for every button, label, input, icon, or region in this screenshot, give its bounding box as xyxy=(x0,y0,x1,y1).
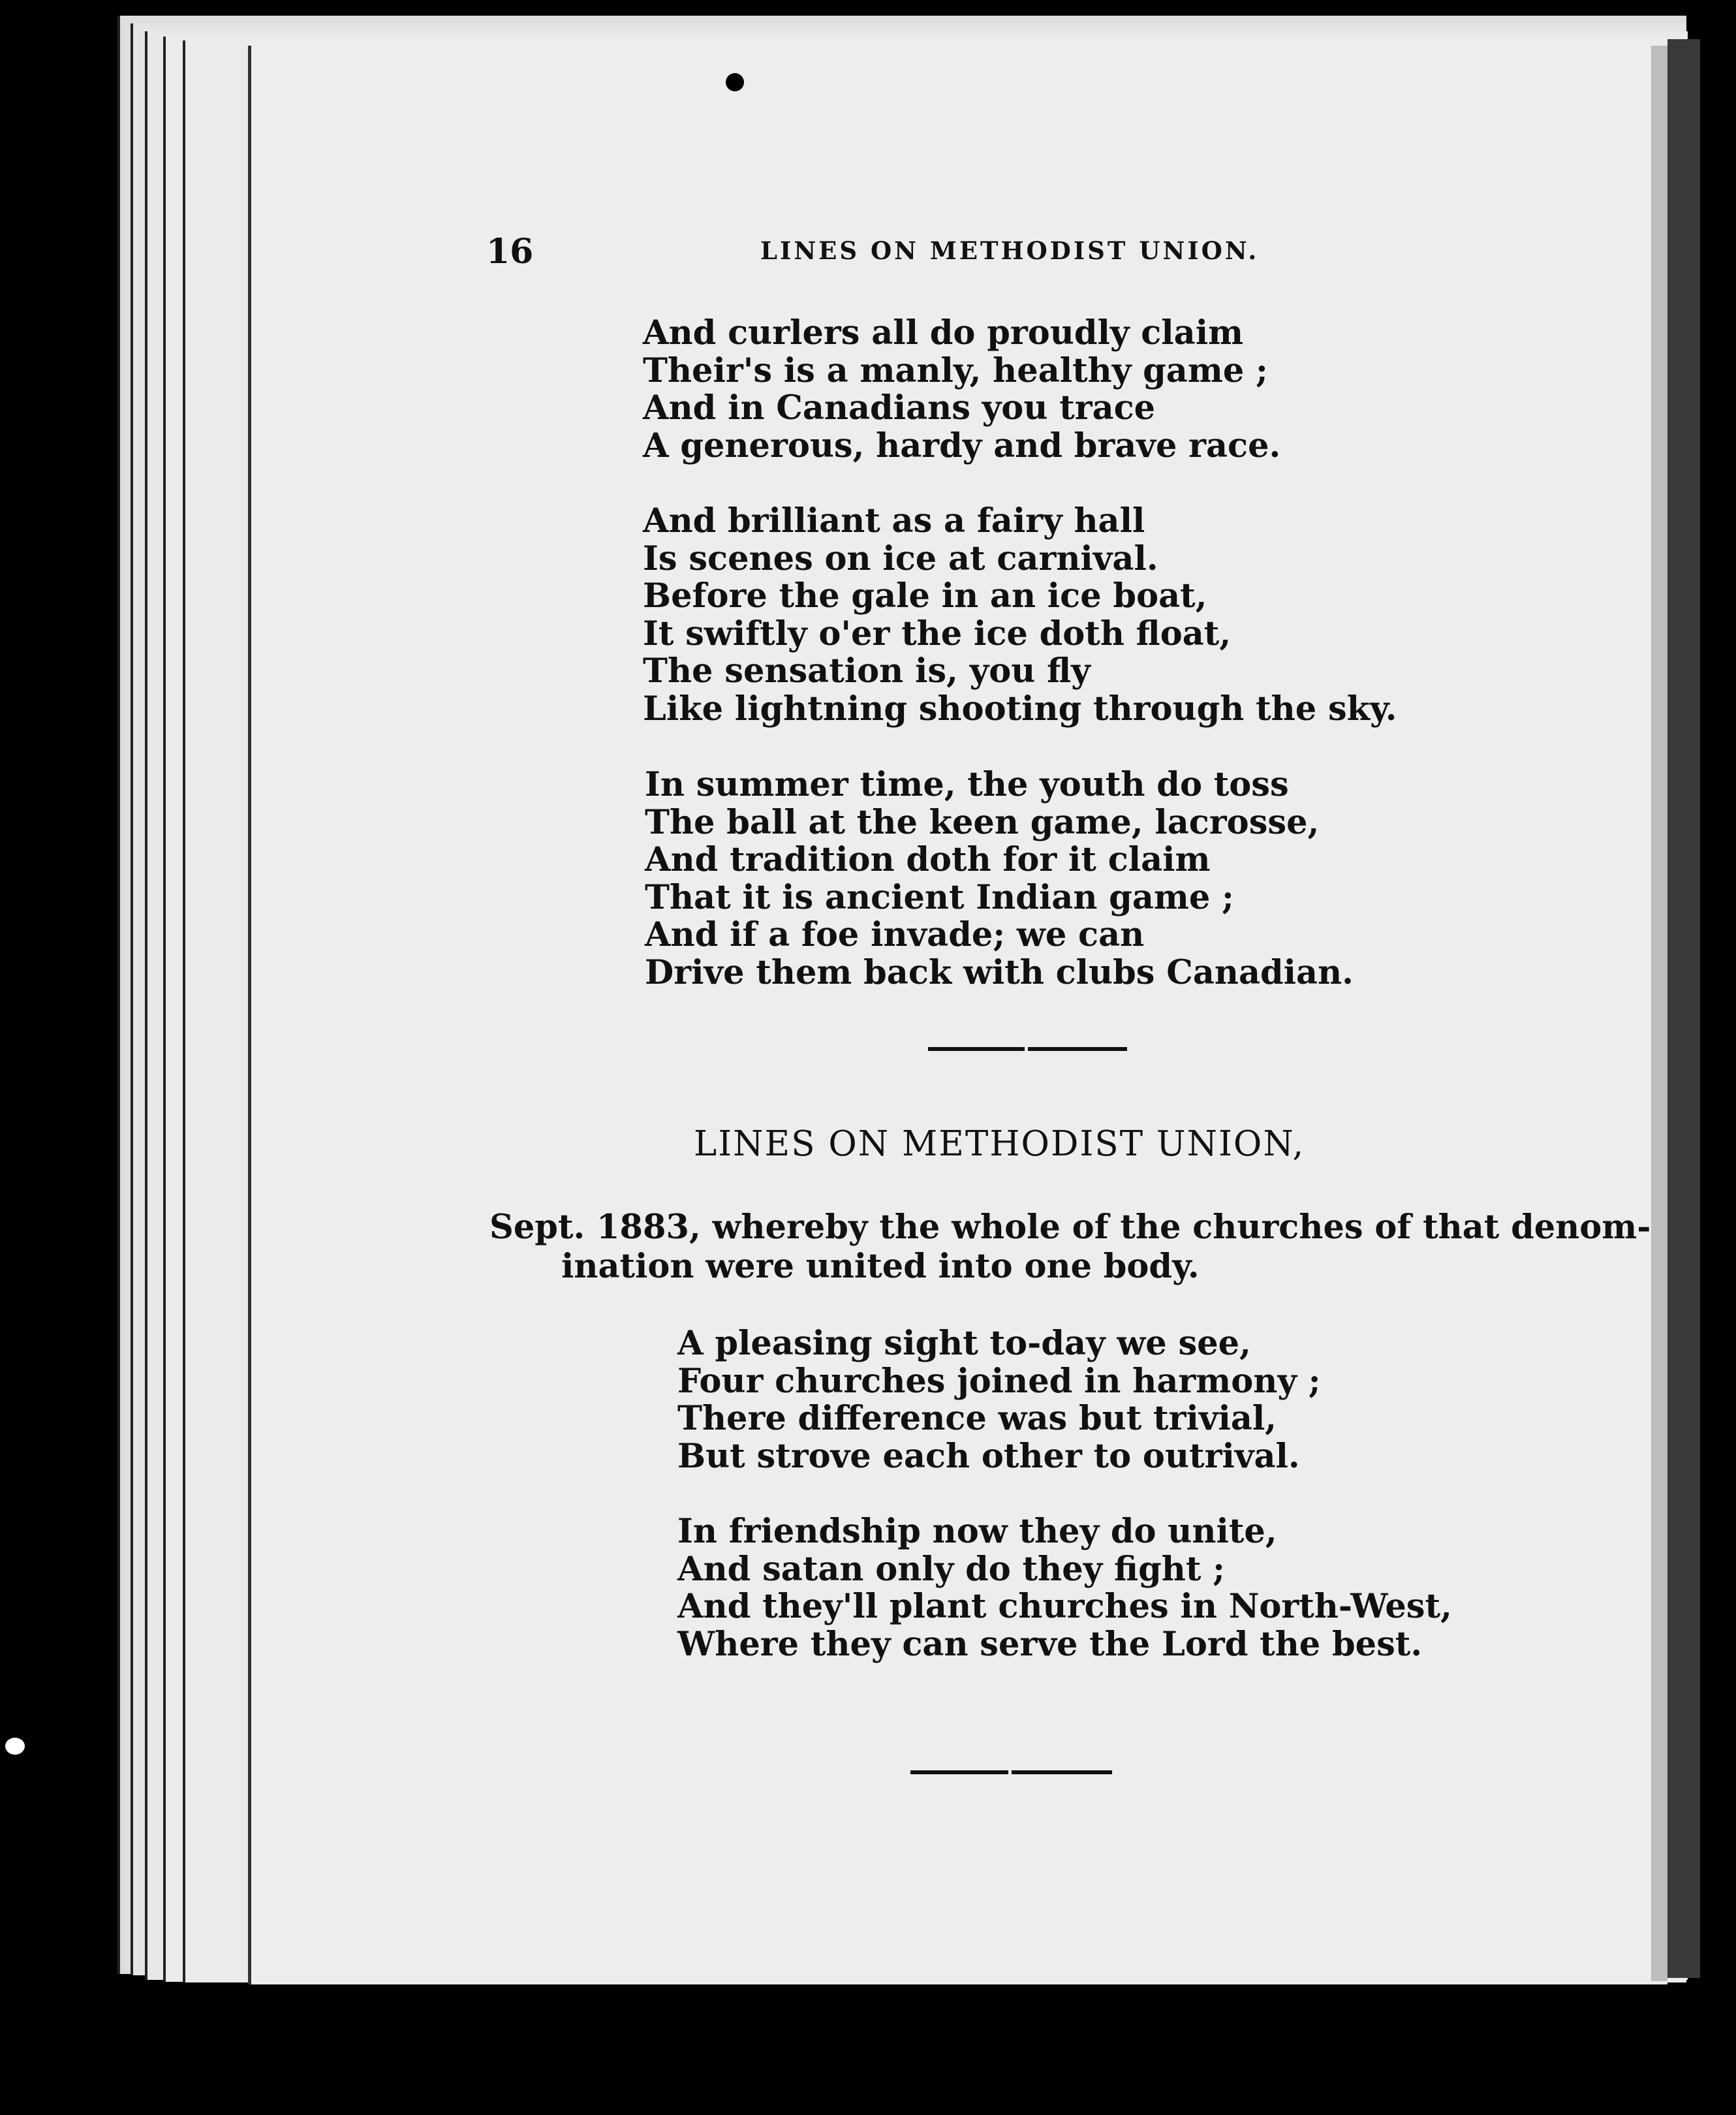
end-divider xyxy=(910,1770,1008,1774)
poem-line: Their's is a manly, healthy game ; xyxy=(643,351,1268,390)
stanza xyxy=(677,1513,1452,1663)
poem-line: And in Canadians you trace xyxy=(643,388,1156,428)
end-divider xyxy=(1012,1770,1112,1774)
poem-line: And satan only do they fight ; xyxy=(677,1549,1225,1589)
running-head: LINES ON METHODIST UNION. xyxy=(760,236,1260,265)
poem-line: Drive them back with clubs Canadian. xyxy=(645,952,1354,992)
poem-line: In summer time, the youth do toss xyxy=(645,765,1289,804)
section-title: LINES ON METHODIST UNION, xyxy=(694,1124,1305,1164)
poem-line: And tradition doth for it claim xyxy=(645,840,1211,879)
poem-line: Four churches joined in harmony ; xyxy=(677,1361,1321,1401)
book-spine xyxy=(1667,39,1700,1978)
poem-line: And if a foe invade; we can xyxy=(645,915,1145,954)
poem-line: A generous, hardy and brave race. xyxy=(643,426,1281,465)
poem-line: Is scenes on ice at carnival. xyxy=(643,539,1158,578)
poem-line: In friendship now they do unite, xyxy=(677,1512,1277,1551)
poem-line: And curlers all do proudly claim xyxy=(643,313,1244,352)
poem-line: And they'll plant churches in North-West, xyxy=(677,1587,1452,1626)
stanza xyxy=(643,503,1397,728)
poem-line: The sensation is, you fly xyxy=(643,651,1091,691)
section-divider xyxy=(928,1047,1025,1051)
section-intro: ination were united into one body. xyxy=(561,1247,1200,1286)
poem-line: A pleasing sight to-day we see, xyxy=(677,1324,1251,1363)
stanza xyxy=(643,315,1280,465)
poem-line: It swiftly o'er the ice doth float, xyxy=(643,614,1232,653)
poem-line: And brilliant as a fairy hall xyxy=(643,501,1145,540)
poem-line: Before the gale in an ice boat, xyxy=(643,576,1207,616)
page-gutter xyxy=(1651,46,1667,1981)
stanza xyxy=(677,1325,1321,1475)
section-divider xyxy=(1028,1047,1127,1051)
poem-line: Like lightning shooting through the sky. xyxy=(643,689,1397,728)
poem-line: There difference was but trivial, xyxy=(677,1399,1277,1438)
ink-spot xyxy=(726,73,744,91)
poem-line: That it is ancient Indian game ; xyxy=(645,877,1234,917)
stanza xyxy=(645,766,1354,992)
page-number: 16 xyxy=(486,232,534,272)
section-intro: Sept. 1883, whereby the whole of the churches of that denom- xyxy=(489,1208,1651,1247)
poem-line: The ball at the keen game, lacrosse, xyxy=(645,802,1320,842)
poem-line: But strove each other to outrival. xyxy=(677,1436,1300,1476)
ink-spot xyxy=(5,1738,25,1755)
poem-line: Where they can serve the Lord the best. xyxy=(677,1624,1423,1664)
